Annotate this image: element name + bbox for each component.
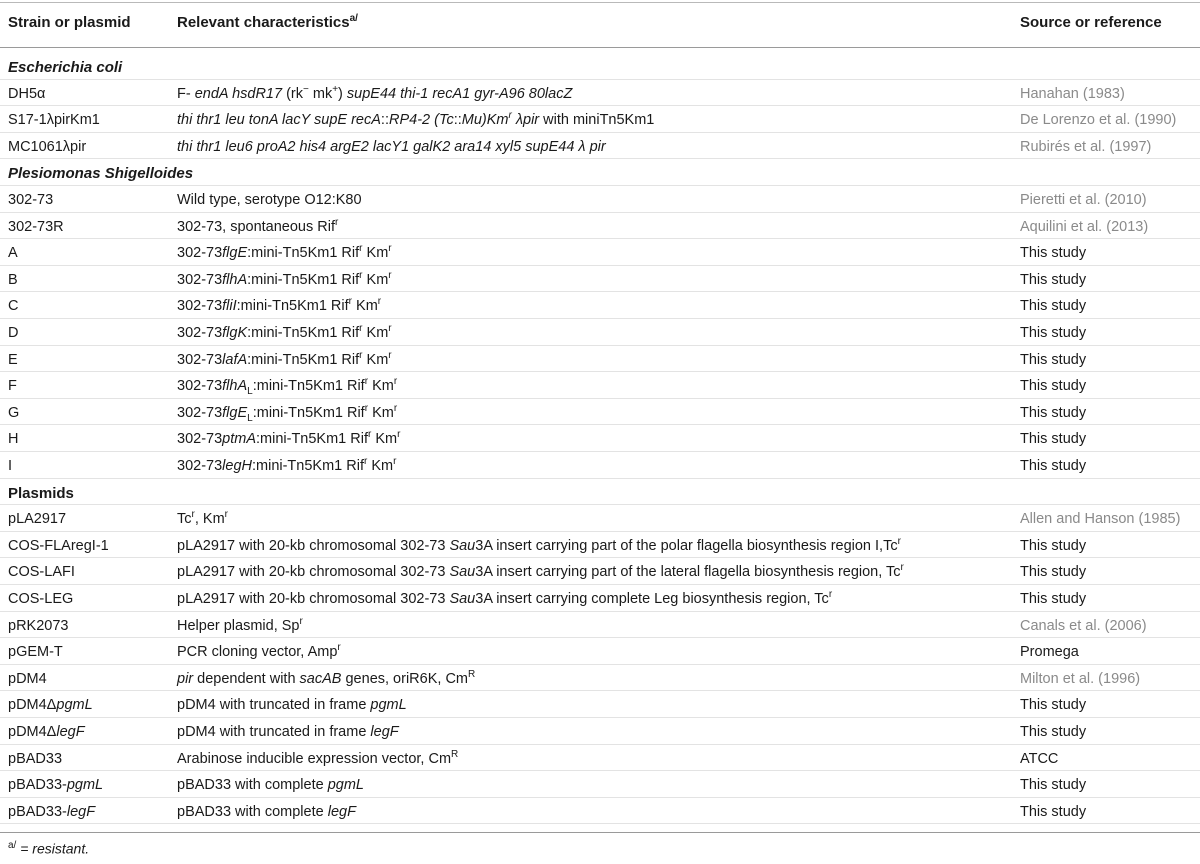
source-text: This study xyxy=(1020,777,1087,794)
characteristics-segment: :mini-Tn5Km1 Rif xyxy=(247,351,360,368)
strain-name xyxy=(8,644,63,660)
relevant-characteristics xyxy=(177,458,396,474)
characteristics-segment: r xyxy=(397,429,401,441)
characteristics-segment: fliI xyxy=(222,298,237,315)
characteristics-segment: r xyxy=(393,456,397,468)
section-row xyxy=(0,479,1200,506)
strain-name-text: pRK2073 xyxy=(8,617,69,634)
characteristics-segment: r xyxy=(359,349,363,361)
characteristics-segment: r xyxy=(348,296,352,308)
relevant-characteristics xyxy=(177,192,362,208)
row-divider xyxy=(0,823,1200,824)
characteristics-segment: , Km xyxy=(194,511,225,528)
characteristics-segment: flhA xyxy=(222,271,248,288)
characteristics-segment: r xyxy=(897,535,901,547)
characteristics-segment: pgmL xyxy=(327,777,364,794)
strain-name xyxy=(8,192,53,208)
reference-link[interactable]: Allen and Hanson (1985) xyxy=(1020,511,1181,528)
table-row xyxy=(0,771,1200,798)
source-text: This study xyxy=(1020,537,1087,554)
strain-name-text: pBAD33- xyxy=(8,803,67,820)
strain-name-text: Plasmids xyxy=(8,484,74,502)
relevant-characteristics xyxy=(177,349,392,368)
characteristics-segment: legH xyxy=(222,458,252,474)
source-text: This study xyxy=(1020,298,1087,315)
characteristics-segment: Helper plasmid, Sp xyxy=(177,617,300,634)
source-text: This study xyxy=(1020,564,1087,581)
source-text: Promega xyxy=(1020,644,1079,661)
strain-name xyxy=(8,697,93,713)
characteristics-segment: ptmA xyxy=(222,431,256,448)
strain-name xyxy=(8,724,85,740)
source-text: This study xyxy=(1020,724,1087,740)
strain-name-text: B xyxy=(8,271,18,288)
strain-name-text: COS-LAFI xyxy=(8,564,75,581)
characteristics-segment: thi thr1 leu6 proA2 his4 argE2 lacY1 galK2 ara14 xyl5 supE44 λ pir xyxy=(177,138,606,155)
relevant-characteristics xyxy=(177,777,364,793)
strain-name xyxy=(8,751,62,767)
source-text: This study xyxy=(1020,271,1087,288)
strain-name xyxy=(8,458,12,474)
characteristics-segment: :: xyxy=(380,112,389,129)
characteristics-segment: r xyxy=(900,562,904,574)
characteristics-segment: F- xyxy=(177,85,195,102)
table-row xyxy=(0,213,1200,240)
table-row xyxy=(0,292,1200,319)
characteristics-segment: r xyxy=(359,323,363,335)
reference-link[interactable]: Pieretti et al. (2010) xyxy=(1020,192,1147,208)
relevant-characteristics xyxy=(177,511,228,527)
characteristics-segment: pDM4 with truncated in frame xyxy=(177,697,371,714)
header-strain-or-plasmid: Strain or plasmid xyxy=(8,14,131,31)
characteristics-segment: legF xyxy=(370,724,399,740)
characteristics-segment: r xyxy=(299,615,303,627)
characteristics-segment: genes, oriR6K, Cm xyxy=(341,670,468,687)
strain-name-text: pDM4Δ xyxy=(8,724,57,740)
source-text: This study xyxy=(1020,697,1087,714)
characteristics-segment: r xyxy=(828,589,833,601)
characteristics-segment: Sau xyxy=(449,591,476,607)
characteristics-segment: pLA2917 with 20-kb chromosomal 302-73 xyxy=(177,591,450,607)
characteristics-segment: 302-73, spontaneous Rif xyxy=(177,218,335,235)
table-row xyxy=(0,532,1200,559)
characteristics-segment: flgE xyxy=(222,245,248,262)
relevant-characteristics xyxy=(177,325,392,341)
table-row xyxy=(0,798,1200,825)
characteristics-segment: r xyxy=(388,349,392,361)
table-row xyxy=(0,239,1200,266)
strain-name xyxy=(8,777,103,793)
relevant-characteristics xyxy=(177,245,392,261)
reference-link[interactable]: Milton et al. (1996) xyxy=(1020,670,1141,687)
strain-name xyxy=(8,219,64,235)
table-row xyxy=(0,133,1200,160)
strain-name-text: H xyxy=(8,431,19,448)
reference-link[interactable]: Aquilini et al. (2013) xyxy=(1020,218,1149,235)
relevant-characteristics xyxy=(177,668,476,687)
source-text: ATCC xyxy=(1020,750,1059,767)
characteristics-segment: :mini-Tn5Km1 Rif xyxy=(252,404,365,421)
characteristics-segment: pir xyxy=(177,670,194,687)
strain-name xyxy=(8,272,18,288)
characteristics-segment: pDM4 with truncated in frame xyxy=(177,724,371,740)
header-relevant-characteristics xyxy=(177,14,358,31)
characteristics-segment: supE44 thi-1 recA1 gyr-A96 80lacZ xyxy=(346,85,573,102)
characteristics-segment: r xyxy=(224,509,228,521)
characteristics-segment: Km xyxy=(362,351,389,368)
characteristics-segment: 3A insert carrying part of the lateral flagella biosynthesis region, Tc xyxy=(475,564,901,581)
strain-name-text: 302-73 xyxy=(8,192,54,208)
table-row xyxy=(0,585,1200,612)
characteristics-segment: r xyxy=(337,642,341,654)
strain-name-text: 302-73R xyxy=(8,218,64,235)
characteristics-segment: Km xyxy=(362,325,389,341)
characteristics-segment: R xyxy=(468,668,476,680)
strain-name xyxy=(8,564,75,580)
characteristics-segment: 3A insert carrying complete Leg biosynthesis region, Tc xyxy=(475,591,829,607)
table-footnote xyxy=(8,840,89,857)
relevant-characteristics xyxy=(177,402,398,424)
strain-name-text: COS-FLAregI-1 xyxy=(8,537,109,554)
characteristics-segment: r xyxy=(388,323,392,335)
characteristics-segment: Sau xyxy=(449,537,476,554)
relevant-characteristics xyxy=(177,112,654,128)
strain-name-text: S17-1λpirKm1 xyxy=(8,112,100,129)
characteristics-segment: :mini-Tn5Km1 Rif xyxy=(251,458,364,474)
characteristics-segment: Wild type, serotype O12:K80 xyxy=(177,192,362,208)
table-row xyxy=(0,106,1200,133)
characteristics-segment: pLA2917 with 20-kb chromosomal 302-73 xyxy=(177,537,450,554)
characteristics-segment: r xyxy=(508,110,512,122)
characteristics-segment: 302-73 xyxy=(177,298,223,315)
strain-name-text: A xyxy=(8,245,18,262)
characteristics-segment: 302-73 xyxy=(177,431,223,448)
strain-name xyxy=(8,352,18,368)
source-text: This study xyxy=(1020,351,1087,368)
strain-name-text: pLA2917 xyxy=(8,511,67,528)
characteristics-segment: r xyxy=(191,509,195,521)
characteristics-segment: legF xyxy=(327,803,356,820)
characteristics-segment: Km xyxy=(368,378,394,395)
table-row xyxy=(0,745,1200,772)
characteristics-segment: 3A insert carrying part of the polar flagella biosynthesis region I,Tc xyxy=(475,537,898,554)
strain-name xyxy=(8,591,73,607)
header-relevant-characteristics-text: Relevant characteristics xyxy=(177,14,350,31)
source-text: This study xyxy=(1020,803,1087,820)
strain-name-text: Escherichia coli xyxy=(8,59,123,76)
strain-name xyxy=(8,511,66,527)
characteristics-segment: r xyxy=(388,243,392,255)
table-row xyxy=(0,691,1200,718)
strain-name-gene: legF xyxy=(56,724,85,740)
strain-name xyxy=(8,86,45,102)
characteristics-segment: r xyxy=(393,402,398,414)
characteristics-segment: L xyxy=(247,412,253,424)
strain-name-text: COS-LEG xyxy=(8,591,74,607)
characteristics-segment: L xyxy=(247,386,253,398)
characteristics-segment: 302-73 xyxy=(177,351,223,368)
characteristics-segment: flgK xyxy=(222,325,248,341)
table-row xyxy=(0,425,1200,452)
source-text: This study xyxy=(1020,378,1087,395)
table-row xyxy=(0,718,1200,745)
relevant-characteristics xyxy=(177,644,341,660)
relevant-characteristics xyxy=(177,376,398,398)
characteristics-segment: − xyxy=(303,83,309,95)
relevant-characteristics xyxy=(177,804,356,820)
relevant-characteristics xyxy=(177,139,606,155)
table-row xyxy=(0,665,1200,692)
strain-name-text: C xyxy=(8,298,19,315)
strain-name xyxy=(8,298,18,314)
characteristics-segment: (rk xyxy=(282,85,303,102)
relevant-characteristics xyxy=(177,615,303,634)
strain-name xyxy=(8,112,100,128)
section-title xyxy=(8,165,193,182)
strain-name xyxy=(8,538,109,554)
strain-name-text: DH5α xyxy=(8,85,46,102)
characteristics-segment: :: xyxy=(453,112,462,129)
reference-link[interactable]: Rubirés et al. (1997) xyxy=(1020,138,1152,155)
characteristics-segment: r xyxy=(388,269,392,281)
source-text: This study xyxy=(1020,591,1087,607)
characteristics-segment: r xyxy=(377,296,382,308)
strain-name-text: pDM4Δ xyxy=(8,697,57,714)
strain-name-gene: pgmL xyxy=(56,697,93,714)
relevant-characteristics xyxy=(177,591,832,607)
table-row xyxy=(0,638,1200,665)
characteristics-segment: Arabinose inducible expression vector, Cm xyxy=(177,750,452,767)
source-text: This study xyxy=(1020,458,1087,474)
footnote-mark: a/ xyxy=(8,840,17,851)
table-row xyxy=(0,80,1200,107)
strain-name-text: D xyxy=(8,325,19,341)
characteristics-segment: r xyxy=(359,269,363,281)
characteristics-segment: with miniTn5Km1 xyxy=(539,112,655,129)
strain-name xyxy=(8,245,18,261)
characteristics-segment: dependent with xyxy=(193,670,300,687)
characteristics-segment: Mu)Km xyxy=(461,112,509,129)
characteristics-segment: flhA xyxy=(222,378,248,395)
characteristics-segment: 302-73 xyxy=(177,378,223,395)
characteristics-segment: λpir xyxy=(511,112,540,129)
relevant-characteristics xyxy=(177,697,407,713)
characteristics-segment: Sau xyxy=(449,564,476,581)
strain-name xyxy=(8,804,95,820)
characteristics-segment: :mini-Tn5Km1 Rif xyxy=(247,325,360,341)
strain-name xyxy=(8,431,18,447)
characteristics-segment: pBAD33 with complete xyxy=(177,803,328,820)
reference-link[interactable]: Hanahan (1983) xyxy=(1020,85,1125,102)
relevant-characteristics xyxy=(177,269,392,288)
characteristics-segment: :mini-Tn5Km1 Rif xyxy=(236,298,349,315)
relevant-characteristics xyxy=(177,564,904,580)
characteristics-segment: :mini-Tn5Km1 Rif xyxy=(247,271,360,288)
characteristics-segment: thi thr1 leu tonA lacY supE recA xyxy=(177,112,381,129)
characteristics-segment: pBAD33 with complete xyxy=(177,777,328,794)
characteristics-segment: :mini-Tn5Km1 Rif xyxy=(256,431,368,448)
footnote-text: = resistant. xyxy=(16,840,90,857)
characteristics-segment: R xyxy=(451,748,459,760)
characteristics-segment: Km xyxy=(362,271,389,288)
table-header-rule xyxy=(0,47,1200,48)
table-row xyxy=(0,346,1200,373)
relevant-characteristics xyxy=(177,216,339,235)
strain-name-gene: legF xyxy=(66,803,96,820)
strain-name-text: Plesiomonas Shigelloides xyxy=(8,165,194,183)
characteristics-segment: :mini-Tn5Km1 Rif xyxy=(247,245,360,262)
strain-name-text: G xyxy=(8,404,20,421)
characteristics-segment: :mini-Tn5Km1 Rif xyxy=(252,378,365,395)
relevant-characteristics xyxy=(177,431,400,447)
strain-name-text: pBAD33 xyxy=(8,750,63,767)
strain-name xyxy=(8,325,18,341)
strain-name-text: F xyxy=(8,378,17,395)
section-title xyxy=(8,59,122,76)
characteristics-segment: + xyxy=(332,83,339,95)
characteristics-segment: pgmL xyxy=(370,697,407,714)
characteristics-segment: r xyxy=(359,243,363,255)
strain-name-text: pGEM-T xyxy=(8,644,63,661)
strain-name-text: pBAD33- xyxy=(8,777,67,794)
source-text: This study xyxy=(1020,245,1087,262)
strain-name xyxy=(8,671,47,687)
table-row xyxy=(0,452,1200,479)
header-source-or-reference: Source or reference xyxy=(1020,14,1162,31)
table-row xyxy=(0,186,1200,213)
reference-link[interactable]: Canals et al. (2006) xyxy=(1020,617,1147,634)
characteristics-segment: Km xyxy=(352,298,378,315)
characteristics-segment: r xyxy=(335,216,339,228)
characteristics-segment: pLA2917 with 20-kb chromosomal 302-73 xyxy=(177,564,450,581)
strain-name xyxy=(8,405,19,421)
characteristics-segment: r xyxy=(393,376,398,388)
header-footnote-mark: a/ xyxy=(349,13,358,24)
table-row xyxy=(0,505,1200,532)
characteristics-segment: 302-73 xyxy=(177,271,223,288)
characteristics-segment: sacAB xyxy=(299,670,342,687)
table-row xyxy=(0,319,1200,346)
characteristics-segment: r xyxy=(363,456,368,468)
strain-name-text: pDM4 xyxy=(8,670,47,687)
section-row xyxy=(0,159,1200,186)
table-row xyxy=(0,558,1200,585)
relevant-characteristics xyxy=(177,748,459,767)
table-row xyxy=(0,266,1200,293)
table-row xyxy=(0,399,1200,426)
characteristics-segment: r xyxy=(368,429,372,441)
characteristics-segment: Km xyxy=(368,404,394,421)
characteristics-segment: Km xyxy=(367,458,394,474)
characteristics-segment: lafA xyxy=(222,351,248,368)
source-text: This study xyxy=(1020,431,1087,448)
table-bottom-rule xyxy=(0,832,1200,833)
section-title xyxy=(8,485,74,502)
table-top-rule xyxy=(0,2,1200,3)
strain-name-text: MC1061λpir xyxy=(8,138,87,155)
source-text: This study xyxy=(1020,404,1087,421)
characteristics-segment: r xyxy=(364,402,369,414)
reference-link[interactable]: De Lorenzo et al. (1990) xyxy=(1020,112,1177,129)
strain-name xyxy=(8,139,86,155)
characteristics-segment: Km xyxy=(362,245,389,262)
strain-name xyxy=(8,378,17,394)
characteristics-segment: ) xyxy=(338,85,347,102)
characteristics-segment: PCR cloning vector, Amp xyxy=(177,644,338,661)
characteristics-segment: mk xyxy=(308,85,333,102)
source-text: This study xyxy=(1020,325,1087,341)
characteristics-segment: 302-73 xyxy=(177,325,223,341)
characteristics-segment: flgE xyxy=(222,404,248,421)
table-row xyxy=(0,612,1200,639)
strain-name-text: I xyxy=(8,458,13,474)
characteristics-segment: endA hsdR17 xyxy=(194,85,283,102)
characteristics-segment: 302-73 xyxy=(177,404,223,421)
characteristics-segment: Km xyxy=(371,431,398,448)
characteristics-segment: 302-73 xyxy=(177,458,223,474)
section-row xyxy=(0,53,1200,80)
relevant-characteristics xyxy=(177,298,381,314)
strain-name-text: E xyxy=(8,351,18,368)
characteristics-segment: r xyxy=(364,376,369,388)
characteristics-segment: Tc xyxy=(177,511,192,528)
strain-name xyxy=(8,618,68,634)
relevant-characteristics xyxy=(177,724,399,740)
table-row xyxy=(0,372,1200,399)
relevant-characteristics xyxy=(177,535,901,554)
relevant-characteristics xyxy=(177,83,573,102)
characteristics-segment: 302-73 xyxy=(177,245,223,262)
characteristics-segment: RP4-2 (Tc xyxy=(388,112,454,129)
strain-name-gene: pgmL xyxy=(66,777,104,794)
